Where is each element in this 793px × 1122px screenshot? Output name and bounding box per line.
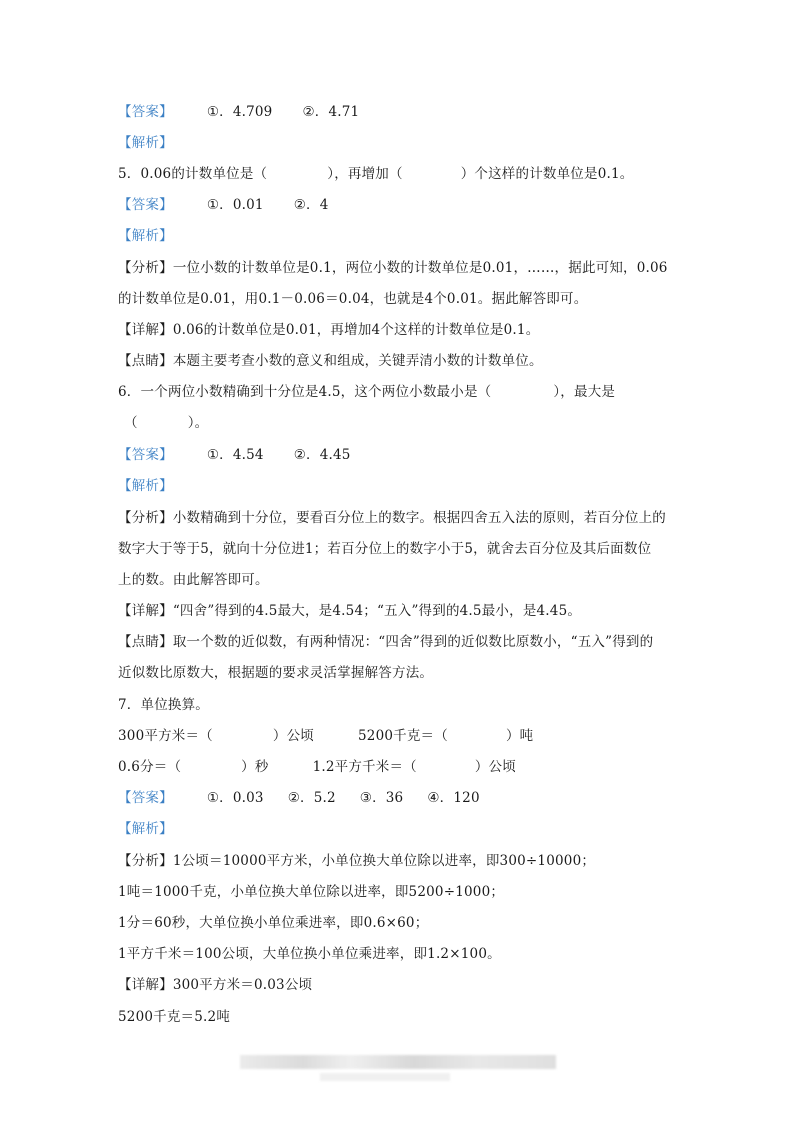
q5-stem-part-b: ），再增加（: [327, 166, 403, 182]
q6-answer-1: ①．4.54: [206, 447, 264, 463]
q7-row2-part-c: 1.2平方千米＝（: [312, 759, 417, 775]
q6-fenxi-line-1: [118, 508, 666, 528]
xiangjie-tag: 【详解】: [118, 603, 173, 619]
q7-stem-text: 7．单位换算。: [118, 697, 209, 713]
q6-stem-part-d: ）。: [187, 415, 209, 431]
q6-stem-part-c: （: [124, 415, 138, 431]
q6-fenxi-text-2: 数字大于等于5，就向十分位进1；若百分位上的数字小于5，就舍去百分位及其后面数位: [118, 541, 652, 557]
q5-stem-part-a: 5．0.06的计数单位是（: [118, 166, 268, 182]
q7-row1-part-c: 5200千克＝（: [357, 728, 448, 744]
answer-tag: 【答案】: [118, 447, 173, 463]
q7-row2-part-b: ）秒: [241, 759, 269, 775]
fenxi-tag: 【分析】: [118, 510, 173, 526]
dianjing-tag: 【点睛】: [118, 634, 173, 650]
q6-dianjing-line-1: [118, 632, 653, 652]
q7-fenxi-line-1: [118, 851, 595, 871]
fenxi-tag: 【分析】: [118, 853, 173, 869]
q7-xiangjie-text-1: 300平方米＝0.03公顷: [172, 977, 313, 993]
analysis-tag: 【解析】: [118, 821, 173, 837]
q6-stem-line-1: [118, 382, 615, 402]
answer-tag: 【答案】: [118, 104, 173, 120]
q7-analysis-line: [118, 819, 177, 839]
q5-answer-line: [118, 195, 328, 215]
q5-fenxi-text-2: 的计数单位是0.01，用0.1－0.06＝0.04，也就是4个0.01。据此解答即可。: [118, 291, 588, 307]
q7-fenxi-text-3: 1分＝60秒，大单位换小单位乘进率，即0.6×60；: [118, 915, 429, 931]
xiangjie-tag: 【详解】: [118, 977, 173, 993]
q7-fenxi-text-1: 1公顷＝10000平方米，小单位换大单位除以进率，即300÷10000；: [172, 853, 596, 869]
q6-answer-2: ②．4.45: [293, 447, 351, 463]
q5-fenxi-line-1: [118, 258, 668, 278]
q7-answer-line: [118, 788, 480, 808]
q7-xiangjie-line-2: [118, 1007, 230, 1027]
q6-stem-part-a: 6．一个两位小数精确到十分位是4.5，这个两位小数最小是（: [118, 384, 492, 400]
answer-tag: 【答案】: [118, 197, 173, 213]
analysis-tag: 【解析】: [118, 228, 173, 244]
q6-dianjing-text-2: 近似数比原数大，根据题的要求灵活掌握解答方法。: [118, 665, 434, 681]
answer-tag: 【答案】: [118, 790, 173, 806]
analysis-tag: 【解析】: [118, 135, 173, 151]
q6-dianjing-text-1: 取一个数的近似数，有两种情况：“四舍”得到的近似数比原数小，“五入”得到的: [172, 634, 654, 650]
q7-xiangjie-text-2: 5200千克＝5.2吨: [118, 1009, 231, 1025]
blurred-footer-watermark: [240, 1055, 556, 1069]
q6-xiangjie-text: “四舍”得到的4.5最大，是4.54；“五入”得到的4.5最小，是4.45。: [172, 603, 582, 619]
q7-row-2: [118, 757, 516, 777]
q7-answer-3: ③．36: [359, 790, 404, 806]
q7-row1-part-b: ）公顷: [272, 728, 314, 744]
q5-analysis-line: [118, 226, 177, 246]
analysis-tag: 【解析】: [118, 478, 173, 494]
q6-fenxi-line-2: [118, 539, 651, 559]
q5-answer-2: ②．4: [293, 197, 329, 213]
dianjing-tag: 【点睛】: [118, 353, 173, 369]
q6-stem-part-b: ），最大是: [553, 384, 616, 400]
fenxi-tag: 【分析】: [118, 260, 173, 276]
q5-dianjing-line: [118, 351, 543, 371]
q7-fenxi-text-4: 1平方千米＝100公顷，大单位换小单位乘进率，即1.2×100。: [118, 946, 501, 962]
q7-row1-part-a: 300平方米＝（: [118, 728, 213, 744]
q5-answer-1: ①．0.01: [206, 197, 264, 213]
q5-fenxi-text-1: 一位小数的计数单位是0.1，两位小数的计数单位是0.01，……，据此可知，0.06: [172, 260, 668, 276]
q7-xiangjie-line-1: [118, 975, 312, 995]
q5-fenxi-line-2: [118, 289, 587, 309]
xiangjie-tag: 【详解】: [118, 322, 173, 338]
q7-answer-2: ②．5.2: [287, 790, 336, 806]
blurred-footer-watermark-small: [320, 1073, 450, 1081]
q6-stem-line-2: [124, 413, 208, 433]
q7-fenxi-line-2: [118, 882, 504, 902]
q7-row-1: [118, 726, 533, 746]
q6-analysis-line: [118, 476, 177, 496]
q6-xiangjie-line: [118, 601, 581, 621]
q6-dianjing-line-2: [118, 663, 433, 683]
q7-row1-part-d: ）吨: [505, 728, 534, 744]
q7-fenxi-line-3: [118, 913, 428, 933]
q7-stem: [118, 695, 209, 715]
q4-answer-line: [118, 102, 359, 122]
q6-answer-line: [118, 445, 351, 465]
q5-xiangjie-text: 0.06的计数单位是0.01，再增加4个这样的计数单位是0.1。: [172, 322, 540, 338]
q5-xiangjie-line: [118, 320, 539, 340]
q7-fenxi-text-2: 1吨＝1000千克，小单位换大单位除以进率，即5200÷1000；: [118, 884, 505, 900]
q4-answer-1: ①．4.709: [206, 104, 273, 120]
q7-fenxi-line-4: [118, 944, 501, 964]
q7-row2-part-a: 0.6分＝（: [118, 759, 182, 775]
q4-analysis-line: [118, 133, 177, 153]
q6-fenxi-text-3: 上的数。由此解答即可。: [118, 572, 269, 588]
q7-answer-4: ④．120: [427, 790, 480, 806]
q6-fenxi-text-1: 小数精确到十分位，要看百分位上的数字。根据四舍五入法的原则，若百分位上的: [172, 510, 667, 526]
q5-stem: [118, 164, 633, 184]
q6-fenxi-line-3: [118, 570, 269, 590]
q7-row2-part-d: ）公顷: [474, 759, 516, 775]
q7-answer-1: ①．0.03: [206, 790, 264, 806]
q4-answer-2: ②．4.71: [302, 104, 360, 120]
q5-dianjing-text: 本题主要考查小数的意义和组成，关键弄清小数的计数单位。: [172, 353, 543, 369]
q5-stem-part-c: ）个这样的计数单位是0.1。: [460, 166, 634, 182]
